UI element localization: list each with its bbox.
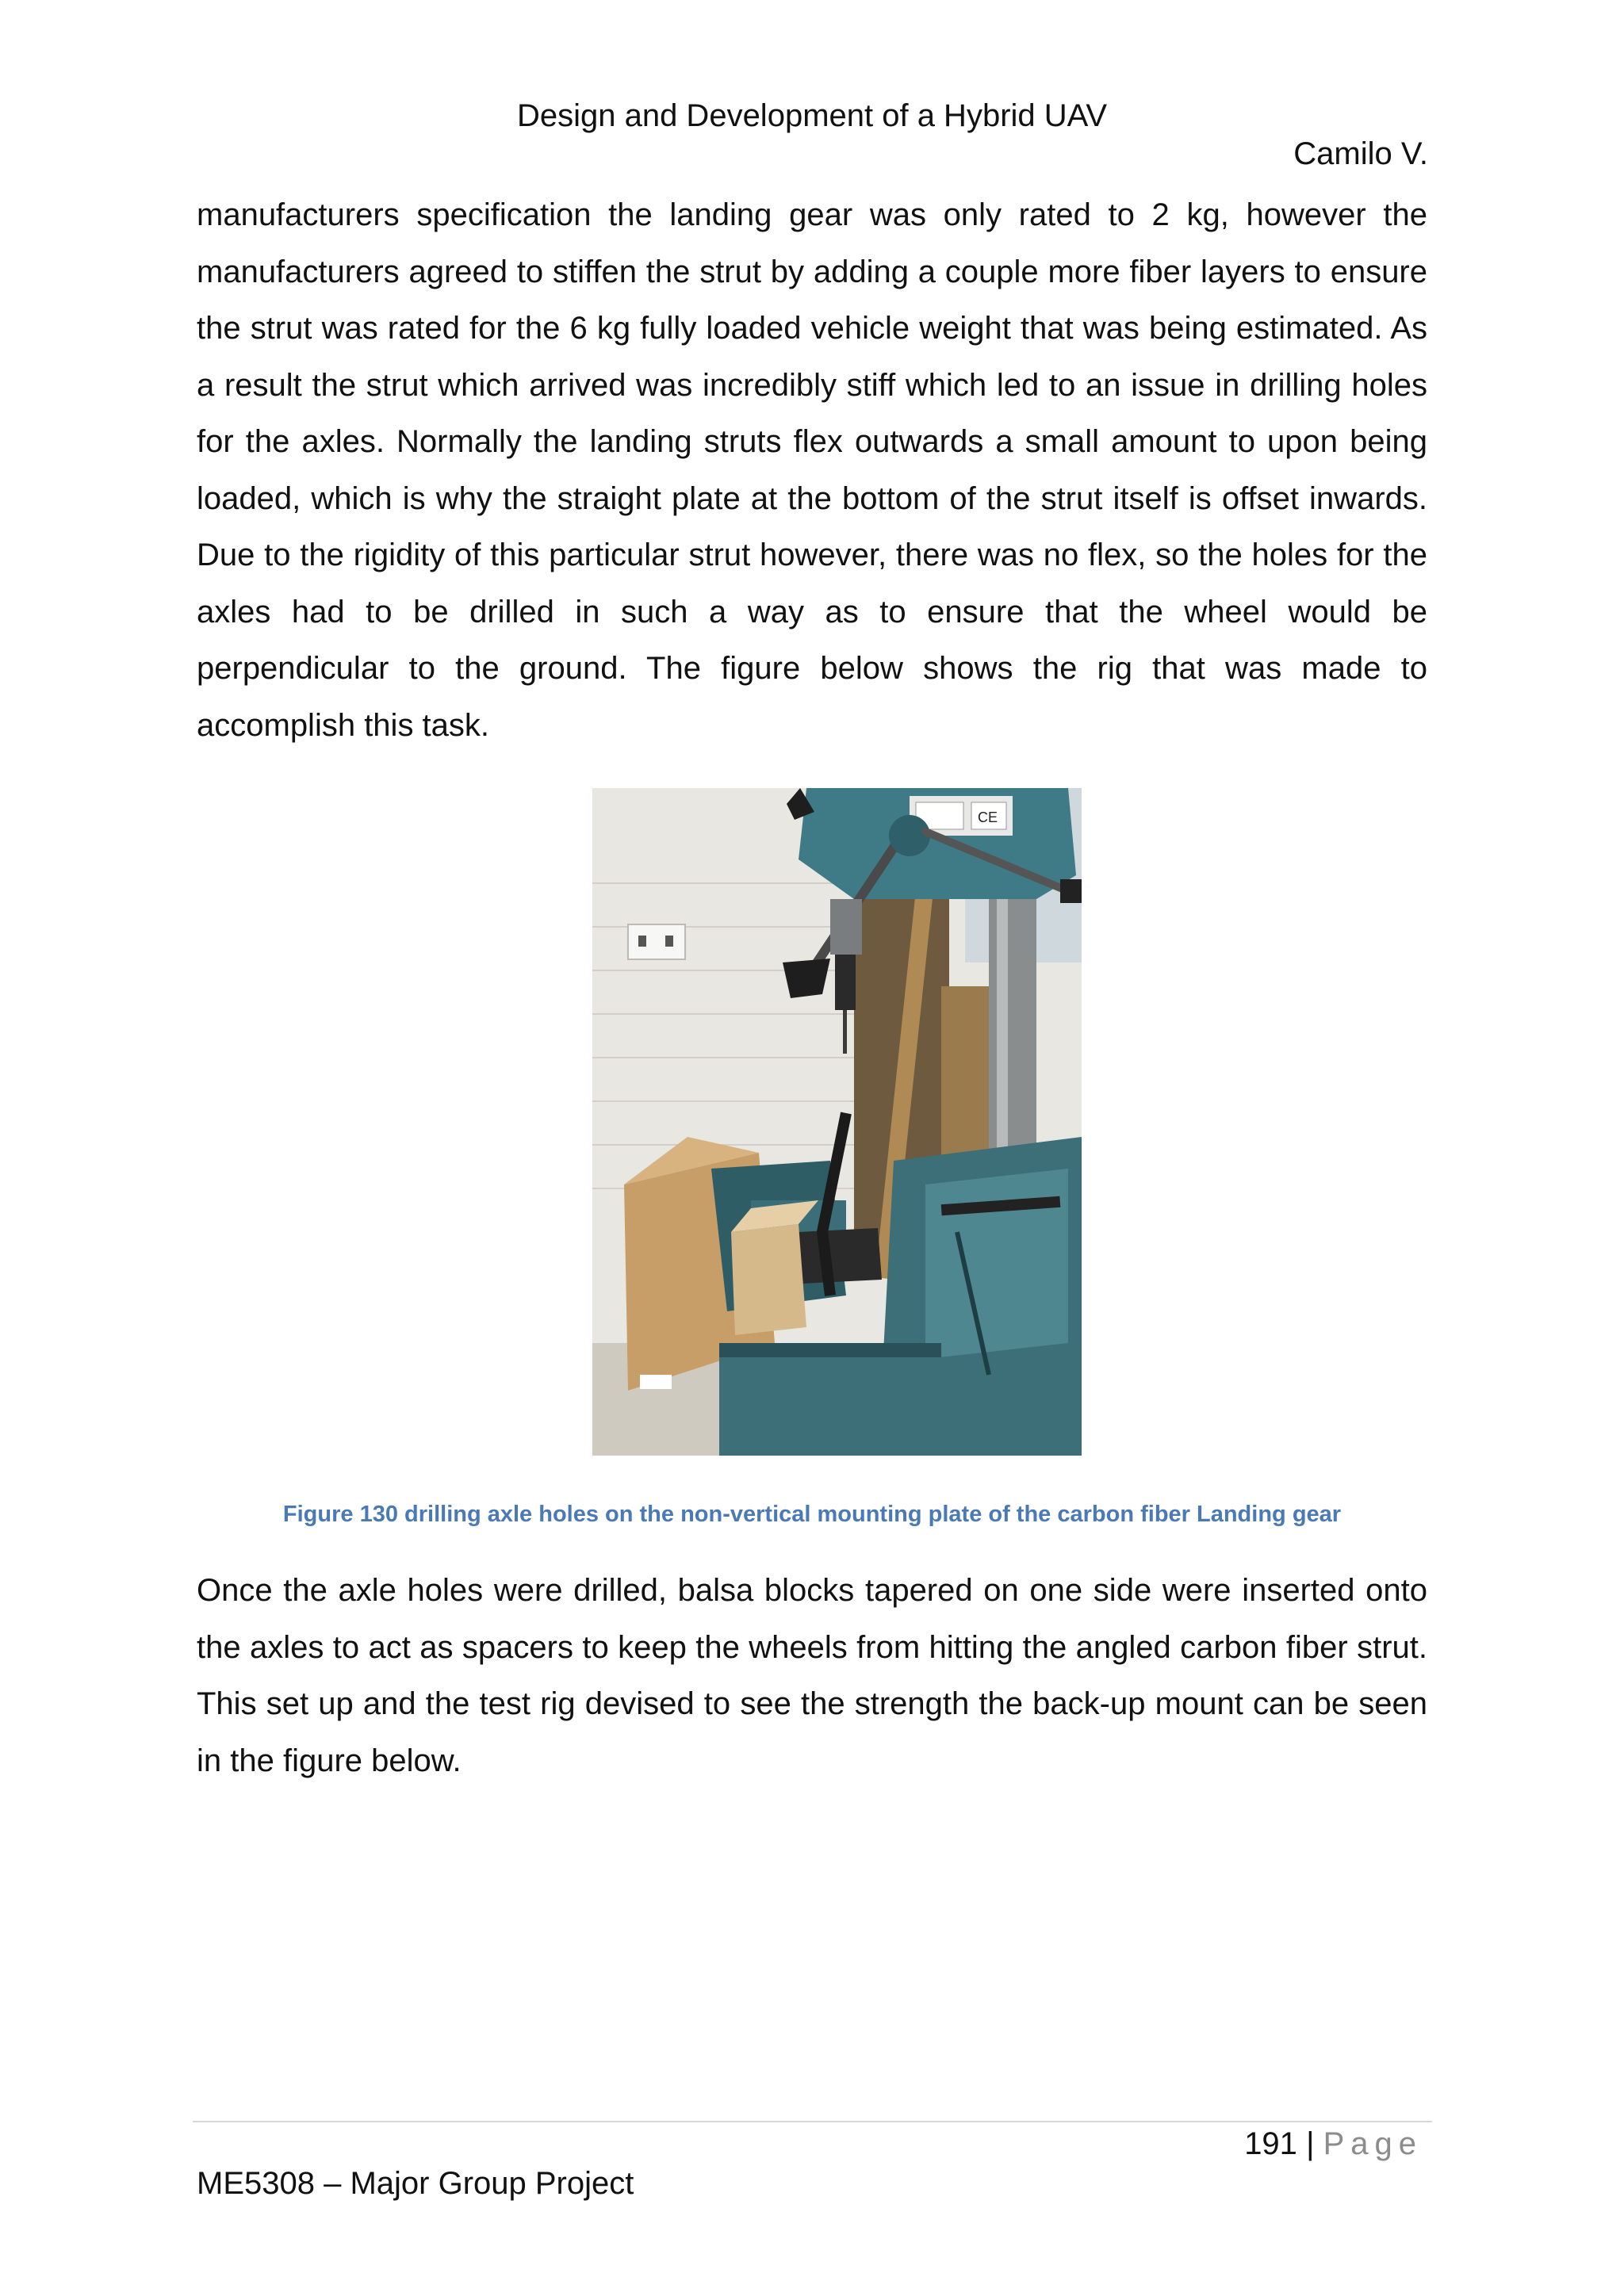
footer-page-number xyxy=(1244,2122,1423,2166)
body-paragraph-2: Once the axle holes were drilled, balsa blocks tapered on one side were inserted onto the axles to act as spacers to keep the wheels from hitting the angled carbon fiber strut. This set up and the test rig devised to see the strength the back-up mount can be seen in the figure below. xyxy=(197,1573,1427,1778)
footer-course: ME5308 – Major Group Project xyxy=(197,2166,634,2201)
figure-caption: Figure 130 drilling axle holes on the non-vertical mounting plate of the carbon fiber Landing gear xyxy=(282,1502,1342,1527)
header-author: Camilo V. xyxy=(1293,136,1428,171)
header-title: Design and Development of a Hybrid UAV xyxy=(516,98,1108,133)
body-paragraph-1: manufacturers specification the landing gear was only rated to 2 kg, however the manufacturers agreed to stiffen the strut by adding a couple more fiber layers to ensure the strut was rated for the 6 kg fully loaded vehicle weight that was being estimated. As a result the strut which arrived was incredibly stiff which led to an issue in drilling holes for the axles. Normally the landing struts flex outwards a small amount to upon being loaded, which is why the straight plate at the bottom of the strut itself is offset inwards. Due to the rigidity of this particular strut however, there was no flex, so the holes for the axles had to be drilled in such a way as to ensure that the wheel would be perpendicular to the ground. The figure below shows the rig that was made to accomplish this task. xyxy=(197,197,1427,743)
page-word: Page xyxy=(1323,2126,1423,2161)
ce-mark: CE xyxy=(978,809,998,825)
figure-photo-drill-press xyxy=(592,788,1082,1456)
page-separator: | xyxy=(1306,2126,1315,2161)
page-number: 191 xyxy=(1244,2126,1297,2161)
